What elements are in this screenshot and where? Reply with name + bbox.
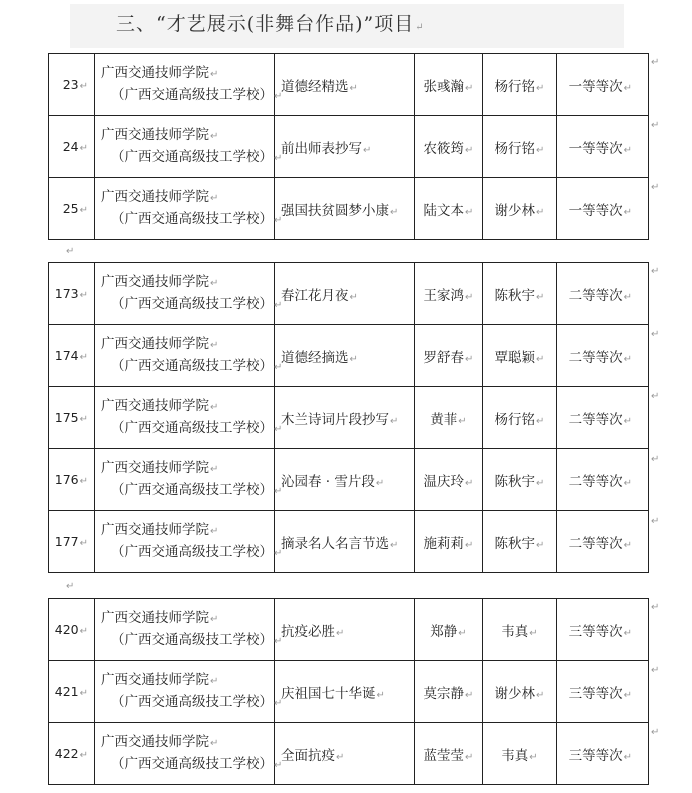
author-cell [415,387,483,449]
paragraph-mark: ↵ [79,352,88,363]
award-cell [557,511,649,573]
row-end-mark: ↵ [651,664,660,676]
paragraph-mark: ↵ [536,539,545,551]
paragraph-mark: ↵ [336,751,345,763]
paragraph-mark: ↵ [66,581,75,592]
paragraph-mark: ↵ [210,192,219,204]
row-end-mark: ↵ [651,602,660,613]
work-title: 强国扶贫圆梦小康 [281,202,389,219]
paragraph-mark: ↵ [210,525,219,537]
advisor-cell [483,178,557,240]
school-name-line2: （广西交通高级技工学校） [111,357,273,374]
advisor-name: 陈秋宇 [494,287,536,304]
entry-number-cell [49,116,95,178]
table-row [49,511,649,573]
advisor-name: 杨行铭 [494,78,536,95]
entry-number-cell [49,599,95,661]
work-title: 庆祖国七十华诞 [281,685,376,702]
school-cell [95,449,283,511]
school-cell [95,116,283,178]
paragraph-mark: ↵ [274,423,283,435]
paragraph-mark: ↵ [623,415,632,427]
paragraph-mark: ↵ [274,635,283,647]
award-cell [557,178,649,240]
row-end-mark: ↵ [651,328,660,340]
advisor-cell [483,263,557,325]
paragraph-mark: ↵ [390,539,399,551]
author-cell [415,511,483,573]
paragraph-mark: ↵ [210,613,219,625]
paragraph-mark: ↵ [536,415,545,427]
author-cell [415,178,483,240]
paragraph-mark: ↵ [465,689,474,701]
paragraph-mark: ↵ [465,82,474,94]
row-end-mark: ↵ [651,119,660,131]
school-cell [95,263,283,325]
author-cell [415,661,483,723]
advisor-name: 杨行铭 [494,140,536,157]
paragraph-mark: ↵ [465,751,474,763]
award-level: 一等等次 [568,202,623,219]
paragraph-mark: ↵ [349,291,358,303]
school-name-line1: 广西交通技师学院 [101,397,209,414]
author-name: 蓝莹莹 [423,747,465,764]
row-end-mark: ↵ [651,516,660,527]
paragraph-mark: ↵ [210,463,219,475]
paragraph-mark: ↵ [623,82,632,94]
paragraph-mark: ↵ [79,414,88,425]
paragraph-mark: ↵ [623,539,632,551]
author-cell [415,54,483,116]
row-end-mark: ↵ [651,266,660,277]
row-end-mark: ↵ [651,182,660,193]
award-cell [557,116,649,178]
award-level: 三等等次 [568,685,623,702]
paragraph-mark: ↵ [274,299,283,311]
author-name: 罗舒春 [423,349,465,366]
school-name-line1: 广西交通技师学院 [101,335,209,352]
author-name: 陆文本 [423,202,465,219]
advisor-name: 杨行铭 [494,411,536,428]
award-level: 一等等次 [568,78,623,95]
paragraph-mark: ↵ [536,353,545,365]
row-end-mark: ↵ [651,453,660,465]
paragraph-mark: ↵ [623,627,632,639]
award-cell [557,661,649,723]
paragraph-mark: ↵ [79,81,88,92]
results-table-second-prize [48,262,649,573]
author-name: 农筱筠 [423,140,465,157]
author-cell [415,599,483,661]
paragraph-mark: ↵ [458,415,467,427]
paragraph-mark: ↵ [623,751,632,763]
work-title: 道德经摘选 [281,349,349,366]
paragraph-mark: ↵ [274,152,283,164]
work-title: 全面抗疫 [281,747,335,764]
work-title-cell [275,178,415,240]
advisor-name: 陈秋宇 [494,535,536,552]
school-name-line2: （广西交通高级技工学校） [111,148,273,165]
work-title-cell [275,116,415,178]
author-cell [415,325,483,387]
table-row [49,178,649,240]
paragraph-mark: ↵ [536,82,545,94]
paragraph-mark: ↵ [623,353,632,365]
work-title-cell [275,387,415,449]
advisor-name: 覃聪颖 [494,349,536,366]
entry-number: 176 [54,472,79,487]
school-cell [95,723,283,785]
school-name-line2: （广西交通高级技工学校） [111,419,273,436]
advisor-cell [483,116,557,178]
paragraph-mark: ↵ [458,627,467,639]
paragraph-mark: ↵ [79,626,88,637]
work-title-cell [275,511,415,573]
paragraph-mark: ↵ [210,675,219,687]
paragraph-mark: ↵ [274,214,283,226]
paragraph-mark: ↵ [274,759,283,771]
school-name-line1: 广西交通技师学院 [101,188,209,205]
entry-number: 174 [54,348,79,363]
award-level: 二等等次 [568,411,623,428]
work-title: 木兰诗词片段抄写 [281,411,389,428]
award-level: 一等等次 [568,140,623,157]
entry-number: 25 [62,201,79,216]
advisor-cell [483,511,557,573]
school-name-line1: 广西交通技师学院 [101,273,209,290]
paragraph-mark: ↵ [210,68,219,80]
paragraph-mark: ↵ [79,290,88,301]
paragraph-mark: ↵ [376,689,385,701]
paragraph-mark: ↵ [465,477,474,489]
entry-number-cell [49,511,95,573]
advisor-cell [483,387,557,449]
entry-number-cell [49,449,95,511]
school-name-line2: （广西交通高级技工学校） [111,631,273,648]
paragraph-mark: ↵ [623,477,632,489]
award-cell [557,263,649,325]
author-name: 温庆玲 [423,473,465,490]
work-title-cell [275,325,415,387]
entry-number: 421 [54,684,79,699]
paragraph-mark: ↵ [465,144,474,156]
school-cell [95,511,283,573]
work-title: 道德经精选 [281,78,349,95]
school-name-line1: 广西交通技师学院 [101,459,209,476]
table-row [49,449,649,511]
work-title-cell [275,599,415,661]
table-row [49,263,649,325]
paragraph-mark: ↵ [349,353,358,365]
paragraph-mark: ↵ [210,737,219,749]
entry-number: 422 [54,746,79,761]
row-end-mark: ↵ [651,391,660,402]
work-title-cell [275,263,415,325]
author-name: 施莉莉 [423,535,465,552]
paragraph-mark: ↵ [536,689,545,701]
advisor-name: 韦真 [501,747,529,764]
school-name-line1: 广西交通技师学院 [101,521,209,538]
paragraph-mark: ↵ [529,751,538,763]
award-cell [557,449,649,511]
work-title-cell [275,54,415,116]
table-row [49,116,649,178]
entry-number-cell [49,661,95,723]
paragraph-mark: ↵ [210,401,219,413]
paragraph-mark: ↵ [274,547,283,559]
work-title: 沁园春 · 雪片段 [281,473,375,490]
school-name-line1: 广西交通技师学院 [101,64,209,81]
row-end-mark: ↵ [651,727,660,738]
advisor-cell [483,723,557,785]
school-cell [95,178,283,240]
entry-number: 175 [54,410,79,425]
advisor-name: 谢少林 [494,685,536,702]
row-end-mark: ↵ [651,57,660,68]
school-cell [95,325,283,387]
paragraph-mark: ↵ [390,206,399,218]
award-level: 二等等次 [568,287,623,304]
paragraph-mark: ↵ [66,246,75,257]
school-name-line1: 广西交通技师学院 [101,671,209,688]
award-cell [557,599,649,661]
school-name-line2: （广西交通高级技工学校） [111,693,273,710]
paragraph-mark: ↵ [274,90,283,102]
paragraph-mark: ↵ [390,415,399,427]
author-cell [415,449,483,511]
work-title: 抗疫必胜 [281,623,335,640]
table-row [49,599,649,661]
paragraph-mark: ↵ [274,361,283,373]
paragraph-mark: ↵ [536,206,545,218]
paragraph-mark: ↵ [210,130,219,142]
author-name: 王家鸿 [423,287,465,304]
school-name-line1: 广西交通技师学院 [101,609,209,626]
paragraph-mark: ↵ [375,477,385,489]
entry-number: 420 [54,622,79,637]
advisor-name: 谢少林 [494,202,536,219]
table-row [49,723,649,785]
table-row [49,387,649,449]
work-title-cell [275,723,415,785]
paragraph-mark: ↵ [465,539,474,551]
school-cell [95,599,283,661]
award-level: 二等等次 [568,349,623,366]
paragraph-mark: ↵ [465,353,474,365]
school-cell [95,661,283,723]
school-name-line2: （广西交通高级技工学校） [111,86,273,103]
results-table-third-prize [48,598,649,785]
paragraph-mark: ↵ [79,476,88,487]
advisor-name: 陈秋宇 [494,473,536,490]
school-name-line1: 广西交通技师学院 [101,126,209,143]
award-level: 二等等次 [568,535,623,552]
paragraph-mark: ↵ [536,144,545,156]
entry-number: 173 [54,286,79,301]
entry-number: 24 [62,139,79,154]
work-title-cell [275,661,415,723]
school-name-line2: （广西交通高级技工学校） [111,295,273,312]
author-name: 张彧瀚 [423,78,465,95]
entry-number-cell [49,263,95,325]
entry-number-cell [49,178,95,240]
advisor-cell [483,325,557,387]
table-row [49,661,649,723]
advisor-cell [483,449,557,511]
paragraph-mark: ↵ [529,627,538,639]
results-table-first-prize [48,53,649,240]
school-cell [95,54,283,116]
work-title-cell [275,449,415,511]
paragraph-mark: ↵ [465,206,474,218]
advisor-cell [483,661,557,723]
work-title: 摘录名人名言节选 [281,535,389,552]
paragraph-mark: ↵ [349,82,358,94]
school-name-line2: （广西交通高级技工学校） [111,210,273,227]
school-name-line2: （广西交通高级技工学校） [111,755,273,772]
award-cell [557,723,649,785]
work-title: 春江花月夜 [281,287,349,304]
paragraph-mark: ↵ [79,688,88,699]
paragraph-mark: ↵ [623,144,632,156]
section-heading-text: 三、“才艺展示(非舞台作品)”项目 [116,13,415,35]
paragraph-mark: ↵ [210,277,219,289]
award-cell [557,54,649,116]
paragraph-mark: ↵ [623,689,632,701]
award-level: 二等等次 [568,473,623,490]
author-name: 莫宗静 [423,685,465,702]
school-cell [95,387,283,449]
paragraph-mark: ↵ [623,291,632,303]
award-cell [557,325,649,387]
entry-number-cell [49,325,95,387]
entry-number: 23 [62,77,79,92]
award-level: 三等等次 [568,623,623,640]
paragraph-mark: ↵ [79,538,88,549]
section-heading [116,9,425,36]
author-cell [415,116,483,178]
table-row [49,54,649,116]
paragraph-mark: ↵ [79,750,88,761]
school-name-line2: （广西交通高级技工学校） [111,481,273,498]
entry-number: 177 [54,534,79,549]
paragraph-mark: ↵ [274,697,283,709]
entry-number-cell [49,387,95,449]
award-level: 三等等次 [568,747,623,764]
entry-number-cell [49,54,95,116]
entry-number-cell [49,723,95,785]
paragraph-mark: ↵ [415,22,425,33]
paragraph-mark: ↵ [536,291,545,303]
work-title: 前出师表抄写 [281,140,362,157]
paragraph-mark: ↵ [210,339,219,351]
paragraph-mark: ↵ [536,477,545,489]
author-cell [415,263,483,325]
paragraph-mark: ↵ [465,291,474,303]
table-row [49,325,649,387]
paragraph-mark: ↵ [274,485,283,497]
author-name: 黄菲 [430,411,458,428]
author-name: 郑静 [430,623,458,640]
paragraph-mark: ↵ [336,627,345,639]
paragraph-mark: ↵ [79,205,88,216]
paragraph-mark: ↵ [363,144,372,156]
author-cell [415,723,483,785]
school-name-line1: 广西交通技师学院 [101,733,209,750]
award-cell [557,387,649,449]
paragraph-mark: ↵ [79,143,88,154]
advisor-cell [483,599,557,661]
school-name-line2: （广西交通高级技工学校） [111,543,273,560]
advisor-name: 韦真 [501,623,529,640]
paragraph-mark: ↵ [623,206,632,218]
advisor-cell [483,54,557,116]
